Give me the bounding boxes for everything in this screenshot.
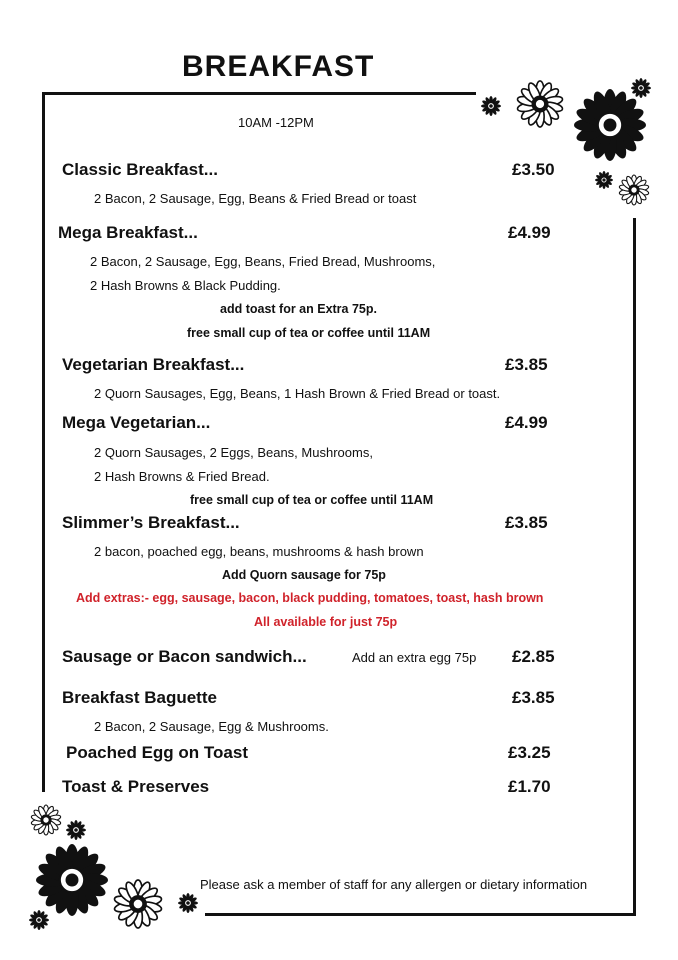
menu-item-price: £3.25 xyxy=(508,743,551,762)
daisy-flower-icon xyxy=(114,880,163,928)
menu-item-name: Breakfast Baguette xyxy=(62,688,217,707)
menu-item-price: £1.70 xyxy=(508,777,551,796)
menu-item-name: Toast & Preserves xyxy=(62,777,210,796)
menu-item-note: add toast for an Extra 75p. xyxy=(220,302,377,316)
daisy-flower-icon xyxy=(36,844,108,916)
daisy-flower-icon xyxy=(631,78,651,98)
allergen-notice: Please ask a member of staff for any allergen or dietary information xyxy=(200,877,588,892)
menu-item-description: 2 Hash Browns & Black Pudding. xyxy=(90,278,281,293)
menu-item-description: 2 Hash Browns & Fried Bread. xyxy=(94,469,270,484)
serving-hours: 10AM -12PM xyxy=(238,115,314,130)
menu-item-price: £4.99 xyxy=(505,413,548,432)
daisy-flower-icon xyxy=(178,893,198,913)
menu-item-name: Vegetarian Breakfast... xyxy=(62,355,245,374)
menu-item-name: Sausage or Bacon sandwich... xyxy=(62,647,307,666)
page-title: BREAKFAST xyxy=(182,50,375,83)
daisy-flower-icon xyxy=(595,171,613,189)
menu-item-description: 2 bacon, poached egg, beans, mushrooms & hash brown xyxy=(94,544,424,559)
menu-item-note: free small cup of tea or coffee until 11AM xyxy=(190,493,434,507)
menu-item-price: £3.85 xyxy=(505,355,548,374)
menu-item-name: Poached Egg on Toast xyxy=(66,743,248,762)
daisy-flower-icon xyxy=(66,820,86,840)
menu-item-description: 2 Bacon, 2 Sausage, Egg, Beans, Fried Bread, Mushrooms, xyxy=(90,254,436,269)
menu-item-price: £3.85 xyxy=(512,688,555,707)
menu-item-name: Slimmer’s Breakfast... xyxy=(62,513,240,532)
menu-item-description: 2 Quorn Sausages, Egg, Beans, 1 Hash Brown & Fried Bread or toast. xyxy=(94,386,501,401)
daisy-flower-icon xyxy=(481,96,501,116)
daisy-flower-icon xyxy=(29,910,49,930)
menu-item-price: £3.85 xyxy=(505,513,548,532)
extras-price-line: All available for just 75p xyxy=(254,615,398,629)
menu-item-price: £2.85 xyxy=(512,647,555,666)
extras-line: Add extras:- egg, sausage, bacon, black pudding, tomatoes, toast, hash brown xyxy=(76,591,544,605)
daisy-flower-icon xyxy=(31,805,61,835)
menu-item-name: Mega Breakfast... xyxy=(58,223,198,242)
daisy-flower-icon xyxy=(574,89,646,161)
menu-item-price: £3.50 xyxy=(512,160,555,179)
menu-item-note: free small cup of tea or coffee until 11AM xyxy=(187,326,431,340)
menu-item-inline-note: Add an extra egg 75p xyxy=(352,650,477,665)
menu-item-description: 2 Quorn Sausages, 2 Eggs, Beans, Mushrooms, xyxy=(94,445,373,460)
daisy-flower-icon xyxy=(517,81,564,127)
daisy-flower-icon xyxy=(619,175,649,205)
menu-item-price: £4.99 xyxy=(508,223,551,242)
menu-item-description: 2 Bacon, 2 Sausage, Egg & Mushrooms. xyxy=(94,719,329,734)
menu-item-description: 2 Bacon, 2 Sausage, Egg, Beans & Fried Bread or toast xyxy=(94,191,417,206)
menu-item-name: Classic Breakfast... xyxy=(62,160,218,179)
menu-item-name: Mega Vegetarian... xyxy=(62,413,211,432)
menu-item-note: Add Quorn sausage for 75p xyxy=(222,568,386,582)
